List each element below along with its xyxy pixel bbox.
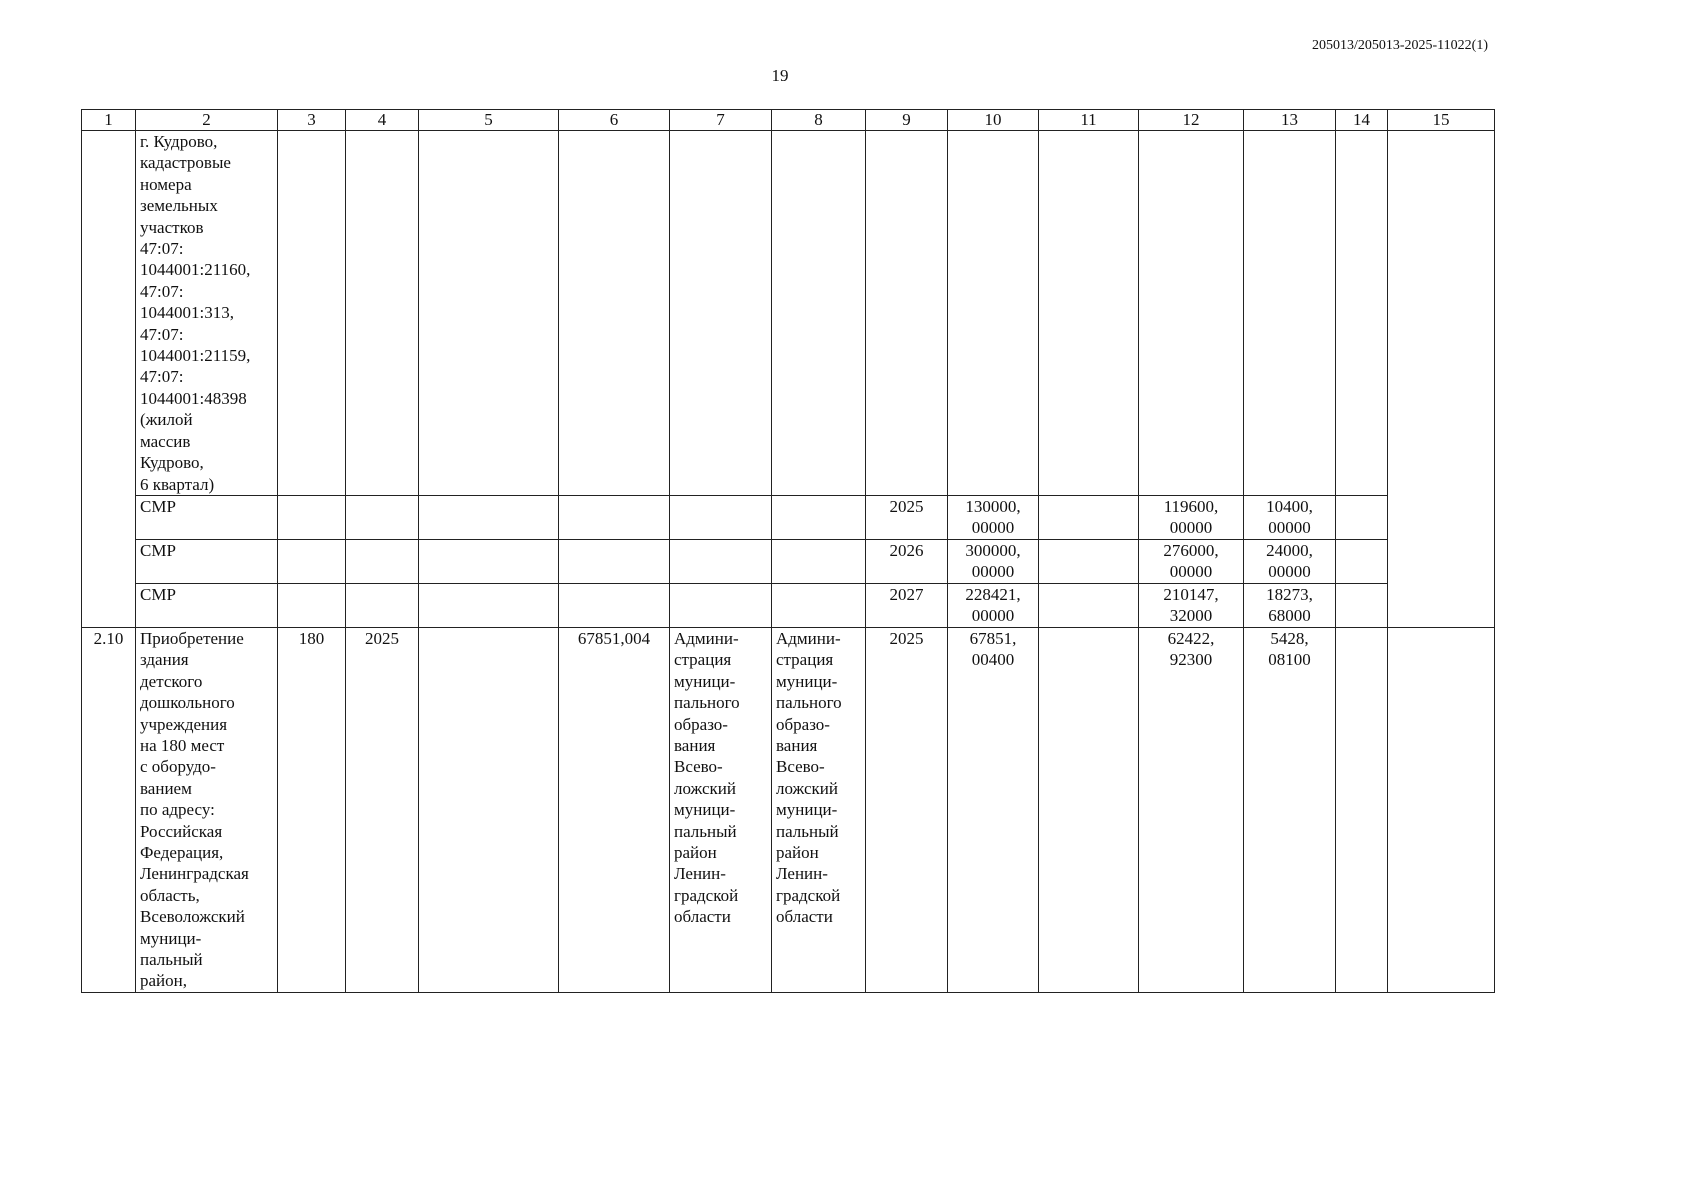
table-row: [82, 495, 1495, 539]
header-col-2: 2: [136, 110, 278, 131]
cell-col15-empty: [1388, 131, 1495, 628]
header-col-12: 12: [1139, 110, 1244, 131]
cell-total: 130000, 00000: [948, 495, 1039, 539]
cell-col15-empty: [1388, 627, 1495, 992]
cell-label-smr: СМР: [136, 539, 278, 583]
cell-year-start: 2025: [346, 627, 419, 992]
cell-number: 2.10: [82, 627, 136, 992]
cell-customer: Админи- страция муници- пального образо- вания Всево- ложский муници- пальный район Ленин- градской области: [670, 627, 772, 992]
table-row: [82, 627, 1495, 992]
cell-col12: 210147, 32000: [1139, 583, 1244, 627]
header-col-15: 15: [1388, 110, 1495, 131]
cell-col12: 62422, 92300: [1139, 627, 1244, 992]
header-col-7: 7: [670, 110, 772, 131]
cell-col5-empty: [419, 627, 559, 992]
header-col-5: 5: [419, 110, 559, 131]
header-col-9: 9: [866, 110, 948, 131]
header-col-14: 14: [1336, 110, 1388, 131]
cell-number-empty: [82, 131, 136, 628]
document-number: 205013/205013-2025-11022(1): [1311, 38, 1488, 53]
cell-label-smr: СМР: [136, 583, 278, 627]
cell-col13: 5428, 08100: [1244, 627, 1336, 992]
header-col-1: 1: [82, 110, 136, 131]
header-col-8: 8: [772, 110, 866, 131]
cell-year: 2025: [866, 495, 948, 539]
cell-year: 2025: [866, 627, 948, 992]
table-row: [82, 131, 1495, 496]
cell-year: 2027: [866, 583, 948, 627]
cell-estimated-cost: 67851,004: [559, 627, 670, 992]
header-row: [82, 110, 1495, 131]
table-row: [82, 539, 1495, 583]
page-number: 19: [771, 66, 789, 85]
header-col-4: 4: [346, 110, 419, 131]
cell-col11-empty: [1039, 627, 1139, 992]
header-col-3: 3: [278, 110, 346, 131]
header-col-13: 13: [1244, 110, 1336, 131]
cell-total: 300000, 00000: [948, 539, 1039, 583]
cell-col13: 18273, 68000: [1244, 583, 1336, 627]
cell-col13: 10400, 00000: [1244, 495, 1336, 539]
header-col-11: 11: [1039, 110, 1139, 131]
cell-total: 67851, 00400: [948, 627, 1039, 992]
cell-col14-empty: [1336, 627, 1388, 992]
cell-total: 228421, 00000: [948, 583, 1039, 627]
cell-description: г. Кудрово, кадастровые номера земельных участков 47:07: 1044001:21160, 47:07: 1044001:313, 47:07: 1044001:21159, 47:07: 1044001:48398 (жилой массив Кудрово, 6 квартал): [136, 131, 278, 496]
cell-col12: 276000, 00000: [1139, 539, 1244, 583]
header-col-6: 6: [559, 110, 670, 131]
cell-col12: 119600, 00000: [1139, 495, 1244, 539]
investment-table: [81, 109, 1495, 993]
cell-label-smr: СМР: [136, 495, 278, 539]
cell-col13: 24000, 00000: [1244, 539, 1336, 583]
header-col-10: 10: [948, 110, 1039, 131]
cell-description: Приобретение здания детского дошкольного учреждения на 180 мест с оборудо- ванием по адресу: Российская Федерация, Ленинградская область, Всеволожский муници- пальный район,: [136, 627, 278, 992]
cell-capacity: 180: [278, 627, 346, 992]
cell-developer: Админи- страция муници- пального образо- вания Всево- ложский муници- пальный район Ленин- градской области: [772, 627, 866, 992]
cell-year: 2026: [866, 539, 948, 583]
table-row: [82, 583, 1495, 627]
